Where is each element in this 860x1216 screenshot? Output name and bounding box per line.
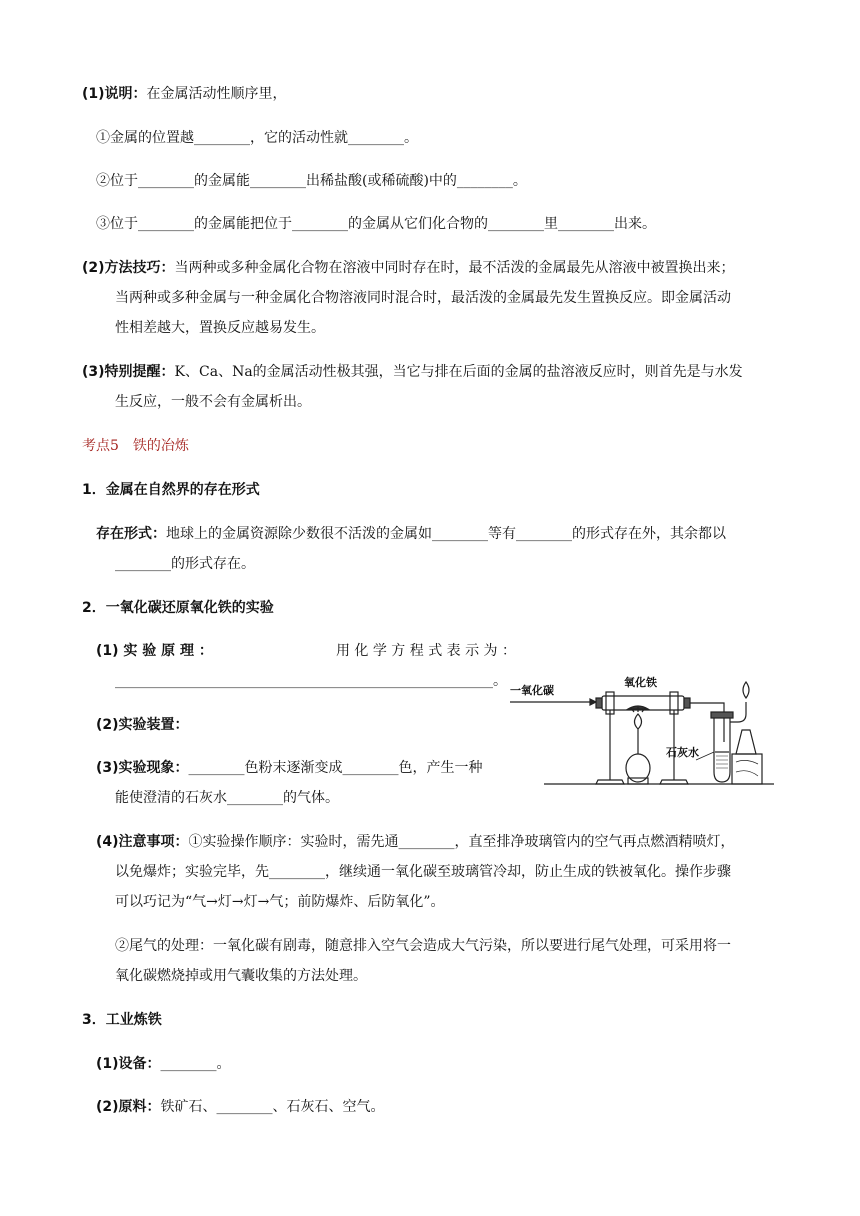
materials-label: (2)原料： — [96, 1099, 161, 1115]
limewater-fill — [716, 756, 728, 768]
existence-text-1: 地球上的金属资源除少数很不活泼的金属如________等有________的形式存在外，其余都以 — [166, 526, 726, 542]
section-1-label: (1)说明： — [82, 86, 147, 102]
phenomenon-label: (3)实验现象： — [96, 760, 189, 776]
co-label: 一氧化碳 — [510, 684, 554, 697]
section-1-item-3: ③位于________的金属能把位于________的金属从它们化合物的________里________出来。 — [96, 216, 656, 232]
limewater-label: 石灰水 — [666, 746, 699, 759]
section-1-item-1: ①金属的位置越________，它的活动性就________。 — [96, 130, 418, 146]
heading-2: 2．一氧化碳还原氧化铁的实验 — [82, 600, 274, 616]
existence-label: 存在形式： — [96, 526, 166, 542]
precaution-text-3: 可以巧记为“气→灯→灯→气；前防爆炸、后防氧化”。 — [115, 894, 445, 910]
section-3-text-1: K、Ca、Na的金属活动性极其强，当它与排在后面的金属的盐溶液反应时，则首先是与水发 — [174, 364, 743, 380]
tube-stopper-right — [684, 698, 690, 708]
existence-line-1 — [96, 524, 726, 544]
apparatus-label: (2)实验装置： — [96, 717, 189, 733]
exhaust-text-2: 氧化碳燃烧掉或用气囊收集的方法处理。 — [115, 968, 367, 984]
equipment-label: (1)设备： — [96, 1056, 161, 1072]
heading-3: 3．工业炼铁 — [82, 1012, 162, 1028]
equipment-line — [96, 1054, 231, 1074]
precaution-line-1 — [96, 832, 735, 852]
test-tube — [714, 716, 730, 782]
flame-icon — [635, 714, 642, 729]
right-alcohol-lamp — [736, 730, 756, 754]
wooden-block — [732, 754, 762, 784]
arrowhead-icon — [590, 699, 596, 705]
section-3-text-2: 生反应，一般不会有金属析出。 — [115, 394, 311, 410]
kaodian-heading: 考点5 铁的冶炼 — [82, 438, 189, 454]
principle-text: 用 化 学 方 程 式 表 示 为 ： — [335, 643, 516, 659]
materials-text: 铁矿石、________、石灰石、空气。 — [160, 1099, 385, 1115]
section-2-text-1: 当两种或多种金属化合物在溶液中同时存在时，最不活泼的金属最先从溶液中被置换出来； — [174, 260, 735, 276]
materials-line — [96, 1097, 385, 1117]
stand-base-right — [660, 780, 688, 784]
wood-grain — [736, 760, 758, 776]
section-1-intro: 在金属活动性顺序里， — [146, 86, 287, 102]
principle-blank: ______________________________________________________。 — [115, 673, 507, 689]
section-3-label: (3)特别提醒： — [82, 364, 175, 380]
principle-line — [96, 641, 516, 661]
principle-label: (1) 实 验 原 理 ： — [96, 643, 213, 659]
section-2-line-1 — [82, 258, 735, 278]
precaution-text-2: 以免爆炸；实验完毕，先________，继续通一氧化碳至玻璃管冷却，防止生成的铁被氧化。操作步骤 — [115, 864, 731, 880]
heading-1: 1．金属在自然界的存在形式 — [82, 482, 260, 498]
stand-base-left — [596, 780, 624, 784]
section-2-label: (2)方法技巧： — [82, 260, 175, 276]
test-tube-stopper — [711, 712, 733, 718]
section-2-text-3: 性相差越大，置换反应越易发生。 — [115, 320, 325, 336]
phenomenon-text-2: 能使澄清的石灰水________的气体。 — [115, 790, 339, 806]
section-2-text-2: 当两种或多种金属与一种金属化合物溶液同时混合时，最活泼的金属最先发生置换反应。即金属活动 — [115, 290, 731, 306]
equipment-text: ________。 — [160, 1056, 231, 1072]
burner-flame-icon — [743, 682, 749, 698]
precaution-text-1: ①实验操作顺序：实验时，需先通________，直至排净玻璃管内的空气再点燃酒精喷灯， — [188, 834, 735, 850]
phenomenon-text-1: ________色粉末逐渐变成________色，产生一种 — [188, 760, 483, 776]
co-reduction-apparatus-diagram — [510, 672, 778, 790]
precaution-label: (4)注意事项： — [96, 834, 189, 850]
section-1-line — [82, 84, 287, 104]
phenomenon-line-1 — [96, 758, 483, 778]
tube-stopper-left — [596, 698, 602, 708]
section-3-line-1 — [82, 362, 743, 382]
outlet-tube — [690, 703, 724, 742]
section-1-item-2: ②位于________的金属能________出稀盐酸(或稀硫酸)中的________。 — [96, 173, 527, 189]
exhaust-text-1: ②尾气的处理：一氧化碳有剧毒，随意排入空气会造成大气污染，所以要进行尾气处理，可采用将一 — [115, 938, 731, 954]
fe2o3-label: 氧化铁 — [624, 676, 657, 689]
existence-text-2: ________的形式存在。 — [115, 556, 255, 572]
